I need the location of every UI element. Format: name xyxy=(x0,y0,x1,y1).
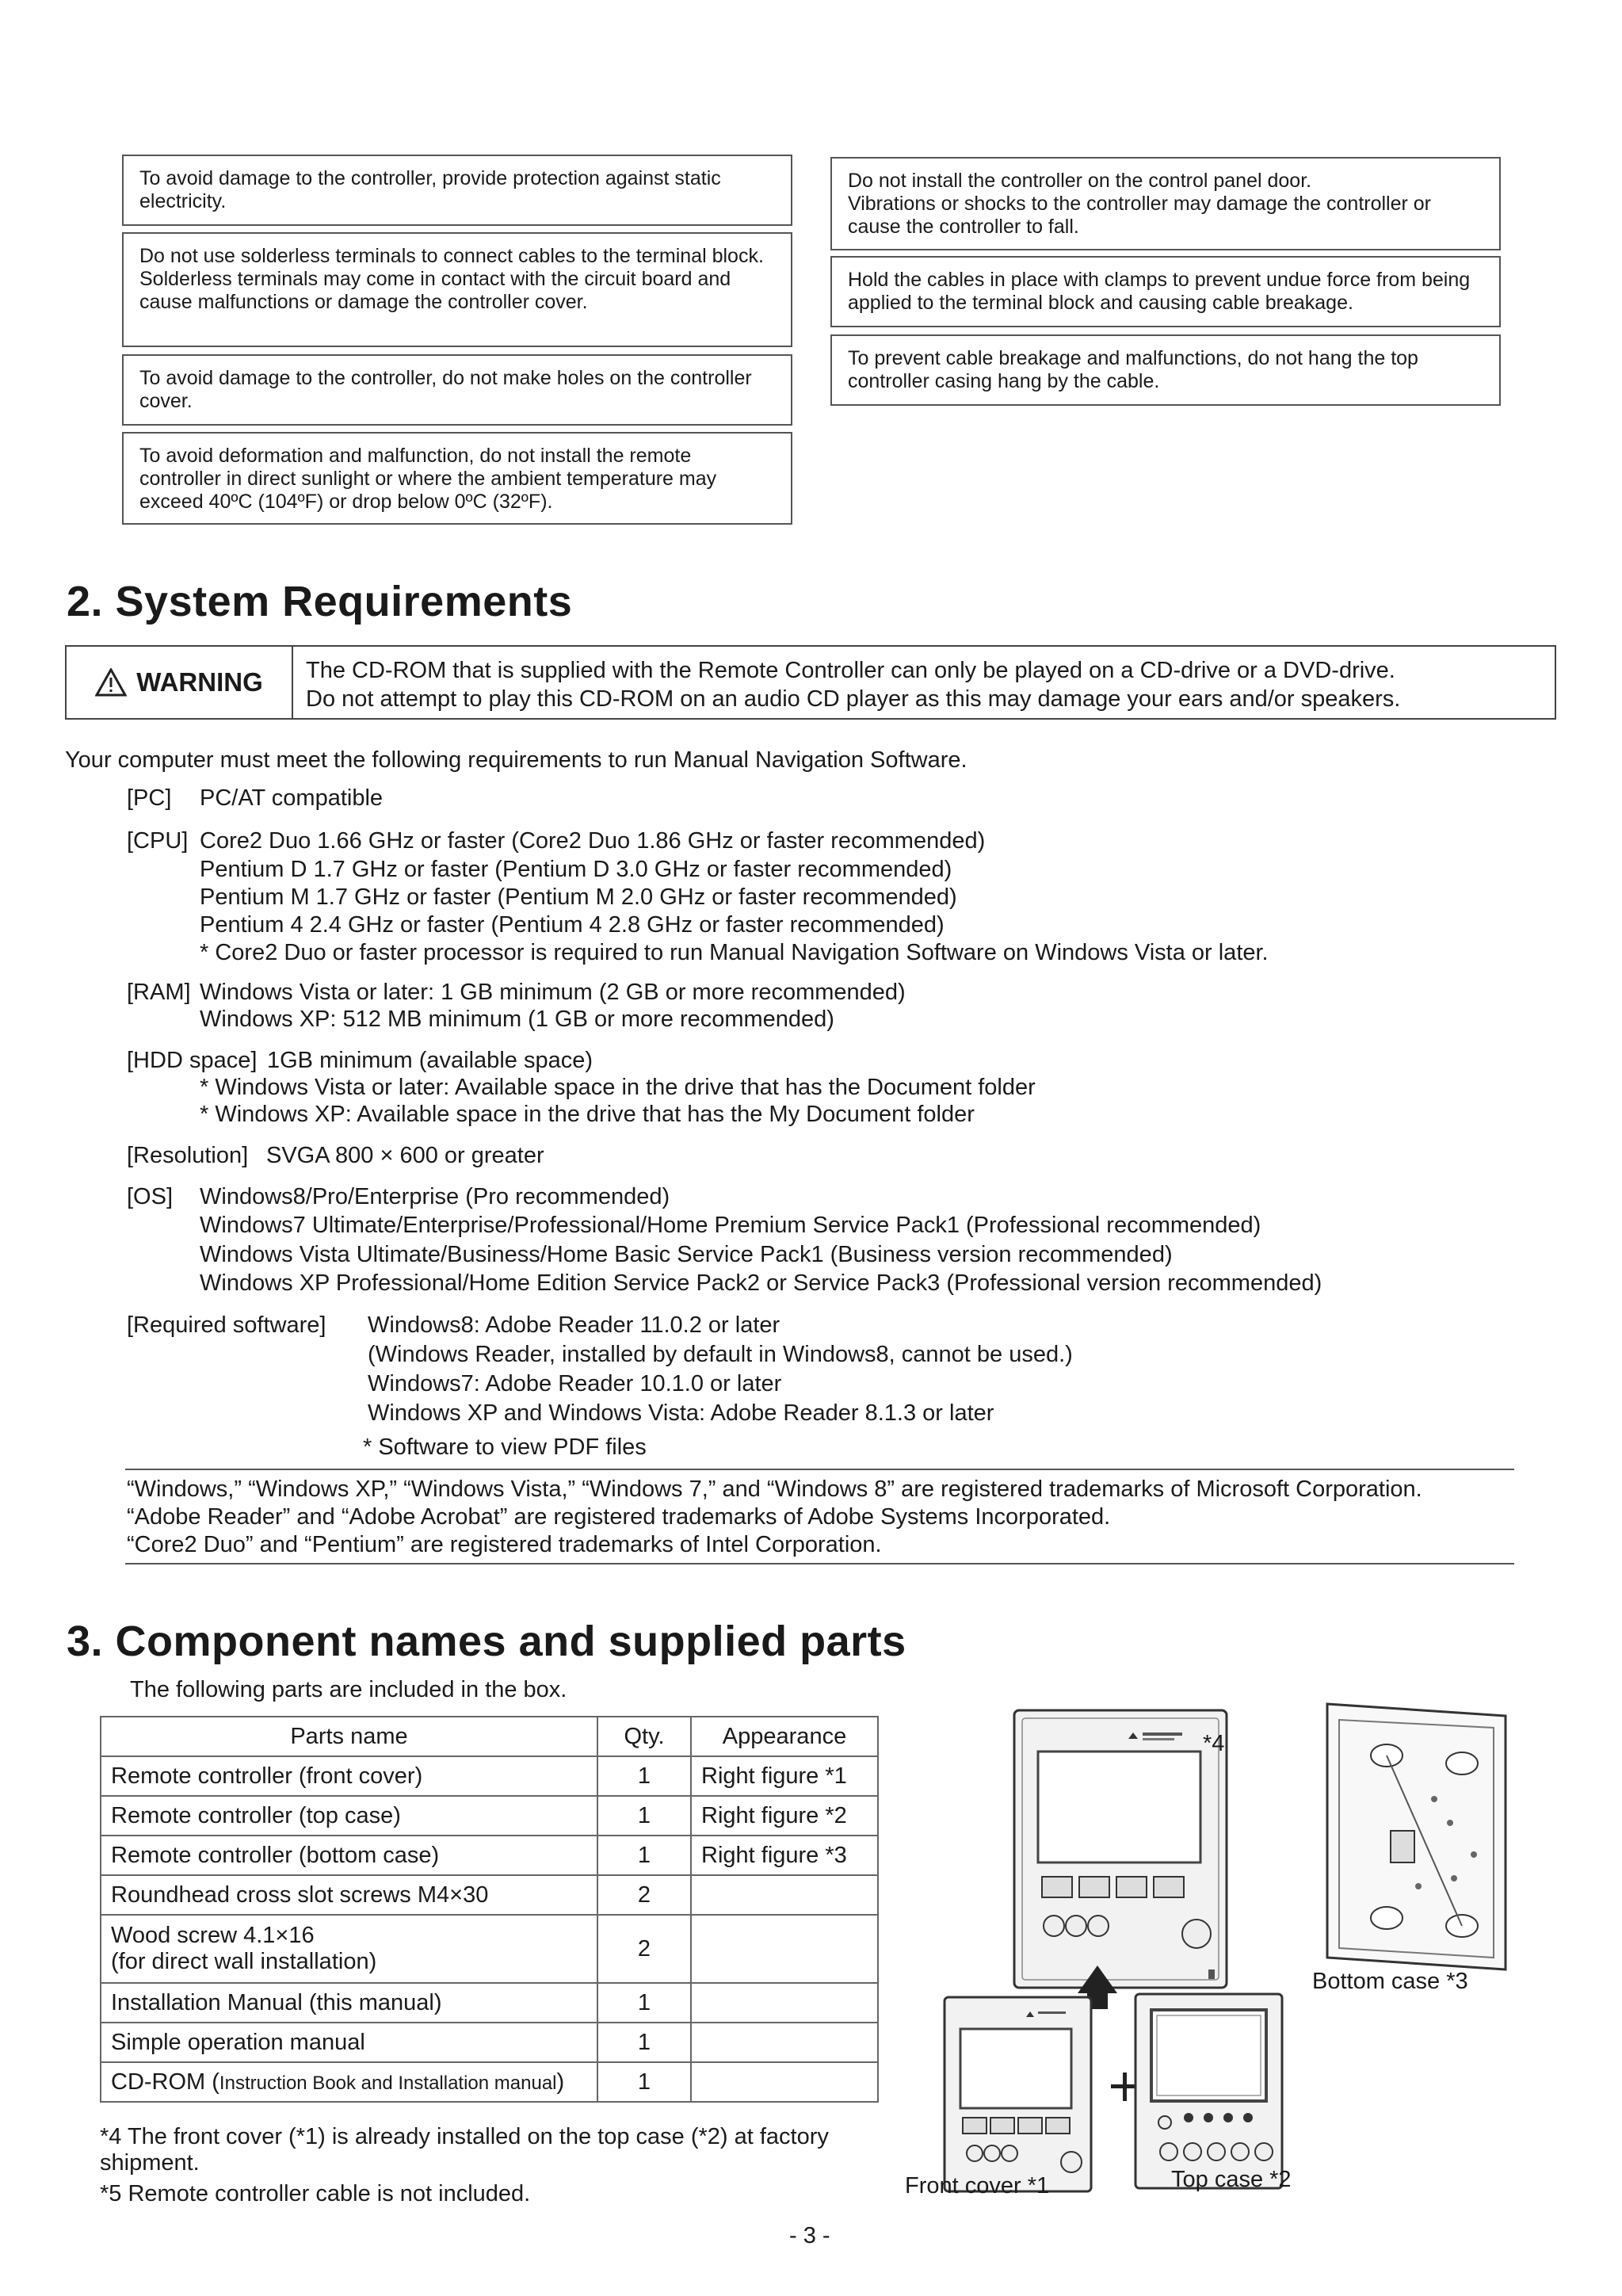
assembled-controller-drawing xyxy=(1014,1710,1227,1988)
warning-label: WARNING xyxy=(136,667,263,697)
trademark-divider-top xyxy=(125,1469,1514,1470)
cpu-line: Pentium D 1.7 GHz or faster (Pentium D 3.0 GHz or faster recommended) xyxy=(200,857,952,882)
front-cover-drawing xyxy=(945,1997,1091,2191)
ram-line: Windows XP: 512 MB minimum (1 GB or more recommended) xyxy=(200,1007,834,1032)
cpu-line: Pentium M 1.7 GHz or faster (Pentium M 2.0 GHz or faster recommended) xyxy=(200,884,957,910)
os-label: [OS] xyxy=(127,1184,174,1209)
os-line: Windows XP Professional/Home Edition Service Pack2 or Service Pack3 (Professional version recommended) xyxy=(200,1270,1322,1296)
part-name: Remote controller (top case) xyxy=(101,1796,597,1836)
trademark-line: “Windows,” “Windows XP,” “Windows Vista,” “Windows 7,” and “Windows 8” are registered trademarks of Microsoft Corporation. xyxy=(127,1477,1422,1502)
part-qty: 2 xyxy=(597,1915,691,1983)
pc-value: PC/AT compatible xyxy=(200,785,384,811)
caution-box-sunlight: To avoid deformation and malfunction, do not install the remote controller in direct sunlight or where the ambient temperature may exceed 40ºC (104ºF) or drop below 0ºC (32ºF). xyxy=(122,432,792,525)
table-row xyxy=(101,1756,878,1796)
table-row xyxy=(101,2023,878,2062)
page-number: - 3 - xyxy=(789,2223,830,2248)
part-name: Remote controller (bottom case) xyxy=(101,1836,597,1875)
part-appearance: Right figure *1 xyxy=(691,1756,878,1796)
part-name: Remote controller (front cover) xyxy=(101,1756,597,1796)
cd-name-suffix: ) xyxy=(556,2069,565,2095)
caution-box-static: To avoid damage to the controller, provide protection against static electricity. xyxy=(122,155,792,226)
trademark-line: “Adobe Reader” and “Adobe Acrobat” are registered trademarks of Adobe Systems Incorporated. xyxy=(127,1504,1111,1530)
resolution-value: SVGA 800 × 600 or greater xyxy=(266,1143,544,1168)
part-name: Roundhead cross slot screws M4×30 xyxy=(101,1875,597,1915)
cd-name-prefix: CD-ROM ( xyxy=(111,2069,219,2095)
figure-label-bottom-case: Bottom case *3 xyxy=(1312,1969,1468,1994)
hdd-label: [HDD space] xyxy=(127,1048,258,1073)
note-cable: *5 Remote controller cable is not included. xyxy=(100,2181,531,2206)
os-line: Windows7 Ultimate/Enterprise/Professional/Home Premium Service Pack1 (Professional recommended) xyxy=(200,1213,1261,1238)
warning-text: The CD-ROM that is supplied with the Remote Controller can only be played on a CD-drive or a DVD-drive. Do not attempt to play this CD-ROM on an audio CD player as this may damage your ears and/or speakers. xyxy=(306,658,1401,712)
part-appearance xyxy=(691,1875,878,1915)
pc-label: [PC] xyxy=(127,785,172,811)
part-name: Installation Manual (this manual) xyxy=(101,1983,597,2023)
table-row xyxy=(101,1836,878,1875)
parts-table xyxy=(100,1716,879,2103)
part-name: Simple operation manual xyxy=(101,2023,597,2062)
cpu-line: Core2 Duo 1.66 GHz or faster (Core2 Duo 1.86 GHz or faster recommended) xyxy=(200,828,986,854)
part-qty: 1 xyxy=(597,2023,691,2062)
table-row xyxy=(101,1915,878,1983)
part-qty: 1 xyxy=(597,1983,691,2023)
software-line: Windows7: Adobe Reader 10.1.0 or later xyxy=(368,1371,782,1396)
table-row xyxy=(101,2062,878,2102)
component-figure xyxy=(895,1696,1521,2219)
cd-name-detail: Instruction Book and Installation manual xyxy=(219,2072,557,2094)
software-line: (Windows Reader, installed by default in Windows8, cannot be used.) xyxy=(368,1342,1073,1367)
warning-triangle-icon xyxy=(95,668,127,697)
top-case-drawing xyxy=(1135,1994,1282,2188)
part-appearance xyxy=(691,2023,878,2062)
note-front-cover: *4 The front cover (*1) is already installed on the top case (*2) at factory shipment. xyxy=(100,2124,829,2176)
figure-label-star4: *4 xyxy=(1203,1731,1225,1756)
cpu-label: [CPU] xyxy=(127,828,189,854)
bottom-case-drawing xyxy=(1327,1704,1506,1969)
resolution-label: [Resolution] xyxy=(127,1143,249,1168)
hdd-line: 1GB minimum (available space) xyxy=(267,1048,593,1073)
table-row xyxy=(101,1796,878,1836)
table-header-row xyxy=(101,1717,878,1756)
header-appearance: Appearance xyxy=(691,1717,878,1756)
caution-box-clamps: Hold the cables in place with clamps to prevent undue force from being applied to the terminal block and causing cable breakage. xyxy=(830,256,1501,327)
header-qty: Qty. xyxy=(597,1717,691,1756)
software-note: * Software to view PDF files xyxy=(363,1435,647,1460)
os-line: Windows Vista Ultimate/Business/Home Basic Service Pack1 (Business version recommended) xyxy=(200,1242,1173,1267)
header-parts-name: Parts name xyxy=(101,1717,597,1756)
figure-label-front-cover: Front cover *1 xyxy=(905,2173,1050,2199)
hdd-note: * Windows Vista or later: Available space in the drive that has the Document folder xyxy=(200,1075,1036,1100)
section-title-component-names: 3. Component names and supplied parts xyxy=(67,1618,906,1665)
part-appearance: Right figure *3 xyxy=(691,1836,878,1875)
section-title-system-requirements: 2. System Requirements xyxy=(67,578,573,625)
part-name: Wood screw 4.1×16 (for direct wall installation) xyxy=(101,1915,597,1983)
part-name-cdrom xyxy=(101,2062,597,2102)
parts-intro: The following parts are included in the box. xyxy=(130,1677,567,1702)
software-line: Windows XP and Windows Vista: Adobe Reader 8.1.3 or later xyxy=(368,1400,994,1426)
caution-box-solderless: Do not use solderless terminals to connect cables to the terminal block. Solderless terminals may come in contact with the circuit board and cause malfunctions or damage the controller cover. xyxy=(122,232,792,347)
warning-label-cell xyxy=(67,647,293,718)
caution-box-hang: To prevent cable breakage and malfunctions, do not hang the top controller casing hang by the cable. xyxy=(830,334,1501,406)
caution-box-panel-door: Do not install the controller on the control panel door. Vibrations or shocks to the controller may damage the controller or cause the controller to fall. xyxy=(830,157,1501,250)
part-appearance xyxy=(691,1983,878,2023)
os-line: Windows8/Pro/Enterprise (Pro recommended) xyxy=(200,1184,670,1209)
trademark-line: “Core2 Duo” and “Pentium” are registered trademarks of Intel Corporation. xyxy=(127,1532,882,1557)
part-appearance xyxy=(691,2062,878,2102)
part-appearance: Right figure *2 xyxy=(691,1796,878,1836)
table-row xyxy=(101,1983,878,2023)
figure-label-top-case: Top case *2 xyxy=(1171,2167,1292,2192)
part-qty: 1 xyxy=(597,1796,691,1836)
software-line: Windows8: Adobe Reader 11.0.2 or later xyxy=(368,1312,780,1338)
caution-box-holes: To avoid damage to the controller, do not make holes on the controller cover. xyxy=(122,354,792,426)
part-qty: 1 xyxy=(597,2062,691,2102)
hdd-note: * Windows XP: Available space in the drive that has the My Document folder xyxy=(200,1102,975,1127)
ram-label: [RAM] xyxy=(127,980,191,1005)
part-qty: 1 xyxy=(597,1756,691,1796)
table-row xyxy=(101,1875,878,1915)
warning-box xyxy=(65,645,1556,720)
cpu-note: * Core2 Duo or faster processor is required to run Manual Navigation Software on Windows Vista or later. xyxy=(200,940,1269,965)
part-qty: 1 xyxy=(597,1836,691,1875)
software-label: [Required software] xyxy=(127,1312,326,1338)
cpu-line: Pentium 4 2.4 GHz or faster (Pentium 4 2.8 GHz or faster recommended) xyxy=(200,912,945,938)
trademark-divider-bottom xyxy=(125,1563,1514,1564)
part-appearance xyxy=(691,1915,878,1983)
requirements-intro: Your computer must meet the following requirements to run Manual Navigation Software. xyxy=(65,747,967,773)
part-qty: 2 xyxy=(597,1875,691,1915)
ram-line: Windows Vista or later: 1 GB minimum (2 GB or more recommended) xyxy=(200,980,906,1005)
